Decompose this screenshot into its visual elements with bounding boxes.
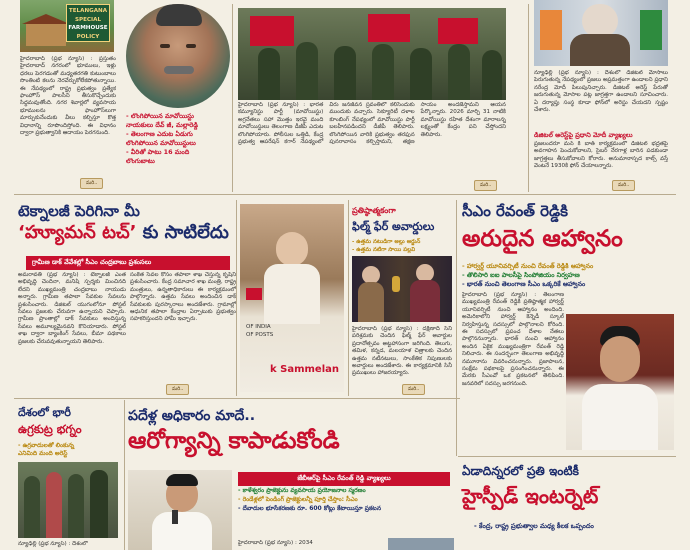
more-link-farmhouse[interactable]: మరి.. xyxy=(80,178,103,189)
tech-redbar: గ్రామీణ డాక్ వేవేశల్లో సీఎం చంద్రబాబు ప్రశంసలు xyxy=(26,256,230,270)
banner-line2: SPECIAL xyxy=(74,16,102,23)
filmfare-bullets xyxy=(352,238,452,254)
power-redbar: జేబీఆర్‌పై సీఎం రేవంత్ రెడ్డి వ్యాఖ్యలు xyxy=(238,472,450,486)
revanth-bullets xyxy=(462,262,676,289)
internet-headline-2: హైస్పీడ్ ఇంటర్నెట్ xyxy=(462,484,599,508)
farmhouse-text: హైదరాబాద్ (ప్రభ న్యూస్) : ప్రస్తుతం హైదరాబాద్ నగరంలో భూములు, ఇళ్లు ధరలు పెరగడంతో మధ్యతరగతి కుటుంబాలు సొంతింటి కలను నెరవేర్చుకోలేకపోతున్నాయి. ఈ నేపథ్యంలో రాష్ట్ర ప్రభుత్వం ప్రత్యేక ఫాంహౌస్ పాలసీని తీసుకొచ్చేందుకు సిద్ధమవుతోంది. నగర శివార్లలో వ్యవసాయ భూములను ఫాంహౌస్‌లుగా మార్చుకునేందుకు వీలు కల్పిస్తూ కొత్త విధానాన్ని రూపొందిస్తోంది. ఈ విధానం ద్వారా ప్రభుత్వానికి ఆదాయం పెరగనుంది. xyxy=(20,56,116,137)
revanth-headline-1: సీఎం రేవంత్ రెడ్డికి xyxy=(462,202,568,220)
modi-text: న్యూఢిల్లీ (ప్రభ న్యూస్) : దేశంలో డిజిటల్ మోసాలు పెరుగుతున్న నేపథ్యంలో ప్రజలు అప్రమత్తంగా ఉండాలని ప్రధాని నరేంద్ర మోదీ పిలుపునిచ్చారు. డిజిటల్ అరెస్ట్ పేరుతో జరుగుతున్న మోసాల పట్ల జాగ్రత్తగా ఉండాలని సూచించారు. ఏ దర్యాప్తు సంస్థ కూడా ఫోన్‌లో అరెస్టు చేయదని స్పష్టం చేశారు. xyxy=(534,70,668,114)
terror-headline-2: ఉగ్రకుట్ర భగ్నం xyxy=(18,422,82,436)
more-link-filmfare[interactable]: మరి.. xyxy=(402,384,425,395)
filmfare-bullet: - ఉత్తమ నటిగా సాయి పల్లవి xyxy=(352,247,416,253)
power-bullet: - రెండేళ్లలో పెండింగ్ ప్రాజెక్టులన్నీ పూర్తి చేస్తాం: సీఎం xyxy=(238,496,358,503)
internet-bullet: - కేంద్ర, రాష్ట్ర ప్రభుత్వాల మధ్య కీలక ఒప్పందం xyxy=(474,522,594,530)
banner-line1: TELANGANA xyxy=(68,8,108,14)
tech-headline-rest: కు సాటిలేదు xyxy=(142,222,229,243)
tech-headline-2 xyxy=(18,222,232,247)
banner-line3: FARMHOUSE xyxy=(68,25,108,31)
power-bullet: - కాళేశ్వరం ప్రాజెక్టును వ్యవసాయ ప్రయోజనాల స్మరణం xyxy=(238,487,366,494)
revanth-bullet: - హార్వర్డ్ యూనివర్సిటీ నుంచి రేవంత్ రెడ్డికి ఆహ్వానం xyxy=(462,262,594,270)
revanth-speech-photo xyxy=(128,470,232,550)
tech-headline-1: టెక్నాలజీ పెరిగినా మీ xyxy=(18,202,140,220)
filmfare-bullet: - ఉత్తమ నటుడిగా అల్లు అర్జున్ xyxy=(352,239,421,245)
power-bullet: - దేవాదుల భూసేకరణకు రూ. 600 కోట్లు కేటాయిస్తూ ప్రకటన xyxy=(238,505,382,512)
terror-headline-1: దేశంలో భారీ xyxy=(18,406,71,419)
filmfare-kicker: ప్రతిష్ఠాత్మకంగా xyxy=(352,206,396,215)
more-link-tech[interactable]: మరి.. xyxy=(166,384,189,395)
banner-line4: POLICY xyxy=(76,33,100,40)
revanth-bullet: - తొలిసారి ఐఐ పాలసీపై సింపోజియం నిర్వహణ xyxy=(462,271,580,279)
modi-photo xyxy=(534,0,668,66)
power-bullets xyxy=(238,486,454,513)
maoist-bullet: - వీరితో పాటు 16 మంది xyxy=(126,148,190,156)
terror-bullet: ఎనిమిది మంది అరెస్ట్ xyxy=(18,450,68,457)
power-headline-2: ఆరోగ్యాన్ని కాపాడుకోండి xyxy=(128,428,340,454)
terror-bullets xyxy=(18,442,122,458)
filmfare-photo xyxy=(352,256,452,322)
more-link-surrender[interactable]: మరి.. xyxy=(474,180,497,191)
terror-arrest-photo xyxy=(18,462,118,538)
power-text: హైదరాబాద్ (ప్రభ న్యూస్) : 2034 xyxy=(238,540,313,546)
revanth-headline-2: అరుదైన ఆహ్వానం xyxy=(462,226,623,252)
banner-text: k Sammelan xyxy=(270,364,339,375)
terror-bullet: - ఉగ్రవాదులతో లింకున్న xyxy=(18,442,75,449)
maoist-leader-photo xyxy=(126,4,230,108)
tech-text: అమరావతి (ప్రభ న్యూస్) : టెక్నాలజీ ఎంత అభివృద్ధి చెందినా, మనిషి స్పర్శకు మించినది లేదని ముఖ్యమంత్రి చంద్రబాబు నాయుడు అన్నారు. గ్రామీణ తపాలా సేవకుల సేవలను ప్రశంసించారు. డిజిటల్ యుగంలోనూ పోస్టల్ సేవలు ప్రజలకు చేరువగా ఉన్నాయని చెప్పారు. గ్రామీణ ప్రాంతాల్లో డాక్ సేవకులు అందిస్తున్న సేవలు అమూల్యమైనవని కొనియాడారు. పోస్టల్ శాఖ ద్వారా బ్యాంకింగ్ సేవలు, బీమా పథకాలు ప్రజలకు చేరువవుతున్నాయని తెలిపారు. xyxy=(18,272,126,345)
surrender-text: హైదరాబాద్ (ప్రభ న్యూస్) : భారత కమ్యూనిస్టు పార్టీ (మావోయిస్టు) అగ్రనేతలు సహా మొత్తం ఇరవై మంది మావోయిస్టులు తెలంగాణ డీజీపీ ఎదుట లొంగిపోయారు. పోలీసుల ఒత్తిడి, కేంద్ర ప్రభుత్వ ఆపరేషన్ కగార్ నేపథ్యంలో వీరు జనజీవన స్రవంతిలో కలిసేందుకు ముందుకు వచ్చారు. సెక్యూరిటీ దళాల కూంబింగ్ నేపథ్యంలో మావోయిస్టు పార్టీ బలహీనపడిందని డీజీపీ తెలిపారు. లొంగిపోయిన వారికి ప్రభుత్వం తరఫున పునరావాసం కల్పిస్తామని, తక్షణ సాయం అందజేస్తామని ఆయన పేర్కొన్నారు. 2026 మార్చి 31 నాటికి మావోయిస్టు రహిత దేశంగా మారాలన్న లక్ష్యంతో కేంద్రం పని చేస్తోందని తెలిపారు. xyxy=(238,102,506,146)
filmfare-text: హైదరాబాద్ (ప్రభ న్యూస్) : దక్షిణాది సినీ పరిశ్రమకు చెందిన ఫిల్మ్ ఫేర్ అవార్డుల ప్రదానోత్సవం అట్టహాసంగా జరిగింది. తెలుగు, తమిళ, కన్నడ, మలయాళ చిత్రాలకు చెందిన ఉత్తమ నటీనటులు, సాంకేతిక నిపుణులకు అవార్డులు అందజేశారు. ఈ కార్యక్రమానికి సినీ ప్రముఖులు హాజరయ్యారు. xyxy=(352,326,452,377)
filmfare-headline: ఫిల్మ్ ఫేర్ అవార్డులు xyxy=(352,220,435,233)
modi-highlight: డిజిటల్ అరెస్ట్‌పై ప్రధాని మోదీ వ్యాఖ్యలు xyxy=(534,131,633,139)
power-headline-1: పదేళ్ల అధికారం మాదే.. xyxy=(128,408,256,424)
maoist-bullet: - తెలంగాణ ఎదుట ఏడుగు xyxy=(126,130,193,138)
chandrababu-photo xyxy=(240,204,344,392)
maoist-bullet: నాయకులు దేవ్ జీ, మల్లారెడ్డి xyxy=(126,121,198,129)
post-sign-2: OF POSTS xyxy=(246,332,274,338)
more-link-modi[interactable]: మరి.. xyxy=(612,180,635,191)
internet-headline-1: ఏడాదిన్నరలో ప్రతి ఇంటికీ xyxy=(462,464,579,478)
revanth-bullet: - భారత్ నుంచి తెలంగాణ సీఎం ఒక్కరికే ఆహ్వానం xyxy=(462,280,586,288)
power-small-photo xyxy=(388,538,454,550)
maoist-bullet: - లొంగిపోయిన మావోయిస్టు xyxy=(126,112,194,120)
revanth-text: హైదరాబాద్ (ప్రభ న్యూస్) : తెలంగాణ ముఖ్యమంత్రి రేవంత్ రెడ్డికి ప్రతిష్ఠాత్మక హార్వర్డ్ యూనివర్సిటీ నుంచి ఆహ్వానం అందింది. అమెరికాలోని హార్వర్డ్ కెన్నెడీ స్కూల్ నిర్వహిస్తున్న సదస్సులో పాల్గొనాలని కోరింది. ఈ సదస్సులో ప్రపంచ దేశాల నేతలు పాల్గొననున్నారు. భారత్ నుంచి ఆహ్వానం అందిన ఏకైక ముఖ్యమంత్రిగా రేవంత్ రెడ్డి నిలిచారు. ఈ సందర్భంగా తెలంగాణ అభివృద్ధి నమూనాను వివరించనున్నారు. ప్రజాపాలన, సంక్షేమ పథకాలపై ప్రసంగించనున్నారు. ఈ మేరకు సీఎంవో ఒక ప్రకటనలో తెలిపింది. జనవరిలో సదస్సు జరగనుంది. xyxy=(462,292,564,387)
maoist-bullet: లొంగుబాటు xyxy=(126,157,155,165)
revanth-photo xyxy=(566,314,674,450)
tech-headline-quote: ‘హ్యూమన్ టచ్’ xyxy=(18,222,137,243)
post-sign-1: OF INDIA xyxy=(246,324,271,330)
surrender-group-photo xyxy=(238,8,506,100)
tech-text-2: సంకేత సేవల కోసం తపాలా శాఖ చేస్తున్న కృషిని ప్రశంసించారు. కేంద్ర సమాచార శాఖ మంత్రి, రాష్ట్ర మంత్రులు, ఉన్నతాధికారులు ఈ కార్యక్రమంలో పాల్గొన్నారు. ఉత్తమ సేవలు అందించిన డాక్ సేవకులకు పురస్కారాలు అందజేశారు. గ్రామాల్లో ఆధునిక తపాలా కేంద్రాల ఏర్పాటుకు ప్రభుత్వం సహకరిస్తుందని హామీ ఇచ్చారు. xyxy=(130,272,236,323)
farmhouse-photo xyxy=(20,0,114,52)
terror-text: న్యూఢిల్లీ (ప్రభ న్యూస్) : దేశంలో xyxy=(18,541,88,547)
maoist-bullets xyxy=(126,112,234,166)
modi-text-2: ప్రజలందరూ మన్ కీ బాత్ కార్యక్రమంలో డిజిటల్ భద్రతపై అవగాహన పెంచుకోవాలని, సైబర్ నేరగాళ్ల బారిన పడకుండా జాగ్రత్తలు తీసుకోవాలని కోరారు. అనుమానాస్పద కాల్స్ వస్తే వెంటనే 1930కి ఫోన్ చేయాలన్నారు. xyxy=(534,141,668,170)
maoist-bullet: లొంగిపోయిన మావోయిస్టులు xyxy=(126,139,196,147)
